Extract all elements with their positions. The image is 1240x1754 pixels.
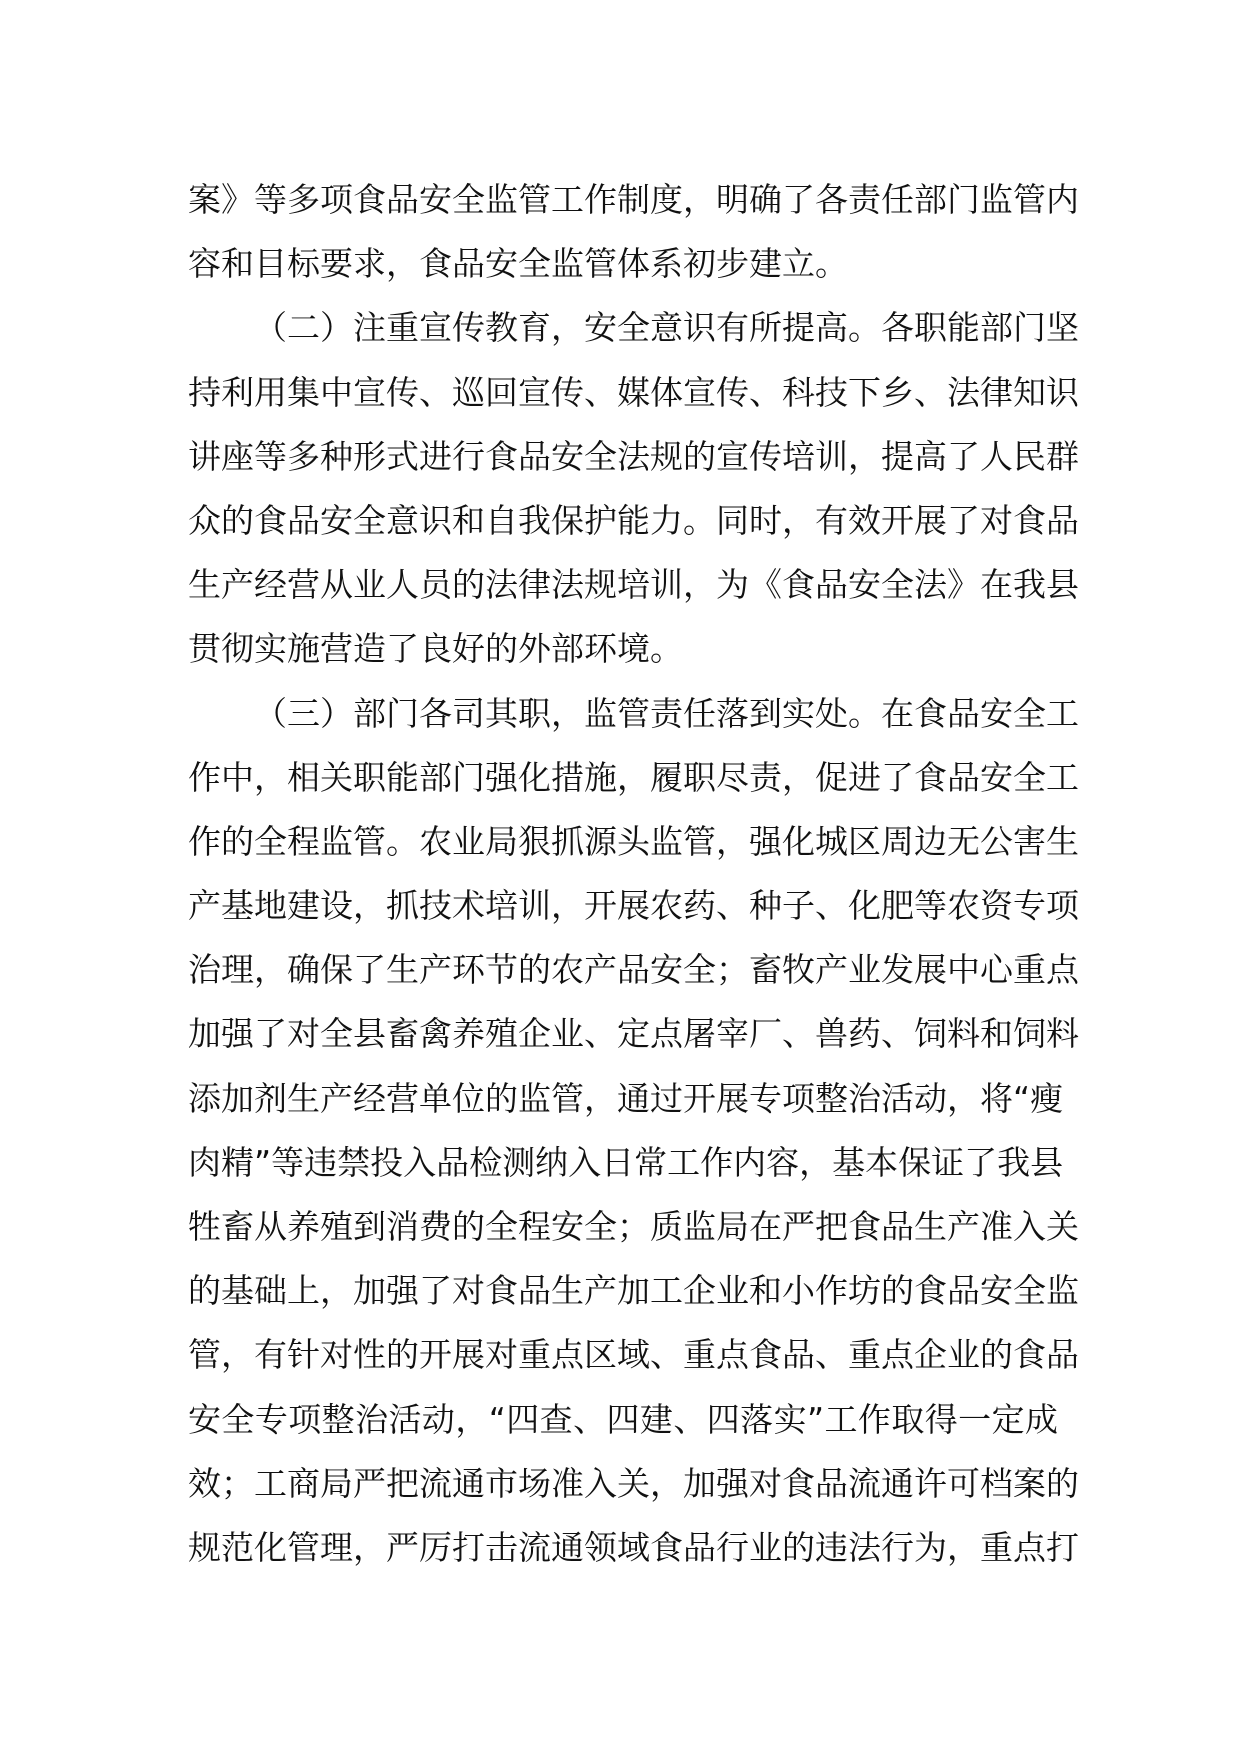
text-line: 生产经营从业人员的法律法规培训，为《食品安全法》在我县 [188, 565, 1079, 605]
text-line: 管，有针对性的开展对重点区域、重点食品、重点企业的食品 [188, 1335, 1079, 1375]
text-line: 的基础上，加强了对食品生产加工企业和小作坊的食品安全监 [188, 1271, 1079, 1311]
text-line: 添加剂生产经营单位的监管，通过开展专项整治活动，将“瘦 [188, 1078, 1064, 1118]
text-line: 治理，确保了生产环节的农产品安全；畜牧产业发展中心重点 [188, 950, 1079, 990]
text-line: 效；工商局严把流通市场准入关，加强对食品流通许可档案的 [188, 1463, 1079, 1503]
text-line: （三）部门各司其职，监管责任落到实处。在食品安全工 [254, 693, 1079, 733]
text-line: 牲畜从养殖到消费的全程安全；质监局在严把食品生产准入关 [188, 1207, 1079, 1246]
text-line: 众的食品安全意识和自我保护能力。同时，有效开展了对食品 [188, 500, 1079, 540]
text-line: 产基地建设，抓技术培训，开展农药、种子、化肥等农资专项 [188, 886, 1079, 926]
text-line: （二）注重宣传教育，安全意识有所提高。各职能部门坚 [254, 308, 1079, 348]
text-line: 作的全程监管。农业局狠抓源头监管，强化城区周边无公害生 [188, 821, 1079, 861]
text-line: 案》等多项食品安全监管工作制度，明确了各责任部门监管内 [188, 180, 1079, 219]
text-line: 规范化管理，严厉打击流通领域食品行业的违法行为，重点打 [188, 1527, 1079, 1567]
text-line: 加强了对全县畜禽养殖企业、定点屠宰厂、兽药、饲料和饲料 [188, 1014, 1079, 1054]
text-line: 贯彻实施营造了良好的外部环境。 [188, 629, 683, 669]
text-line: 讲座等多种形式进行食品安全法规的宣传培训，提高了人民群 [188, 436, 1079, 476]
text-line: 作中，相关职能部门强化措施，履职尽责，促进了食品安全工 [188, 757, 1079, 797]
text-line: 容和目标要求，食品安全监管体系初步建立。 [188, 244, 848, 284]
text-line: 肉精”等违禁投入品检测纳入日常工作内容，基本保证了我县 [188, 1142, 1064, 1182]
document-body [188, 168, 1079, 1580]
text-line: 安全专项整治活动，“四查、四建、四落实”工作取得一定成 [188, 1399, 1058, 1439]
text-line: 持利用集中宣传、巡回宣传、媒体宣传、科技下乡、法律知识 [188, 372, 1079, 412]
